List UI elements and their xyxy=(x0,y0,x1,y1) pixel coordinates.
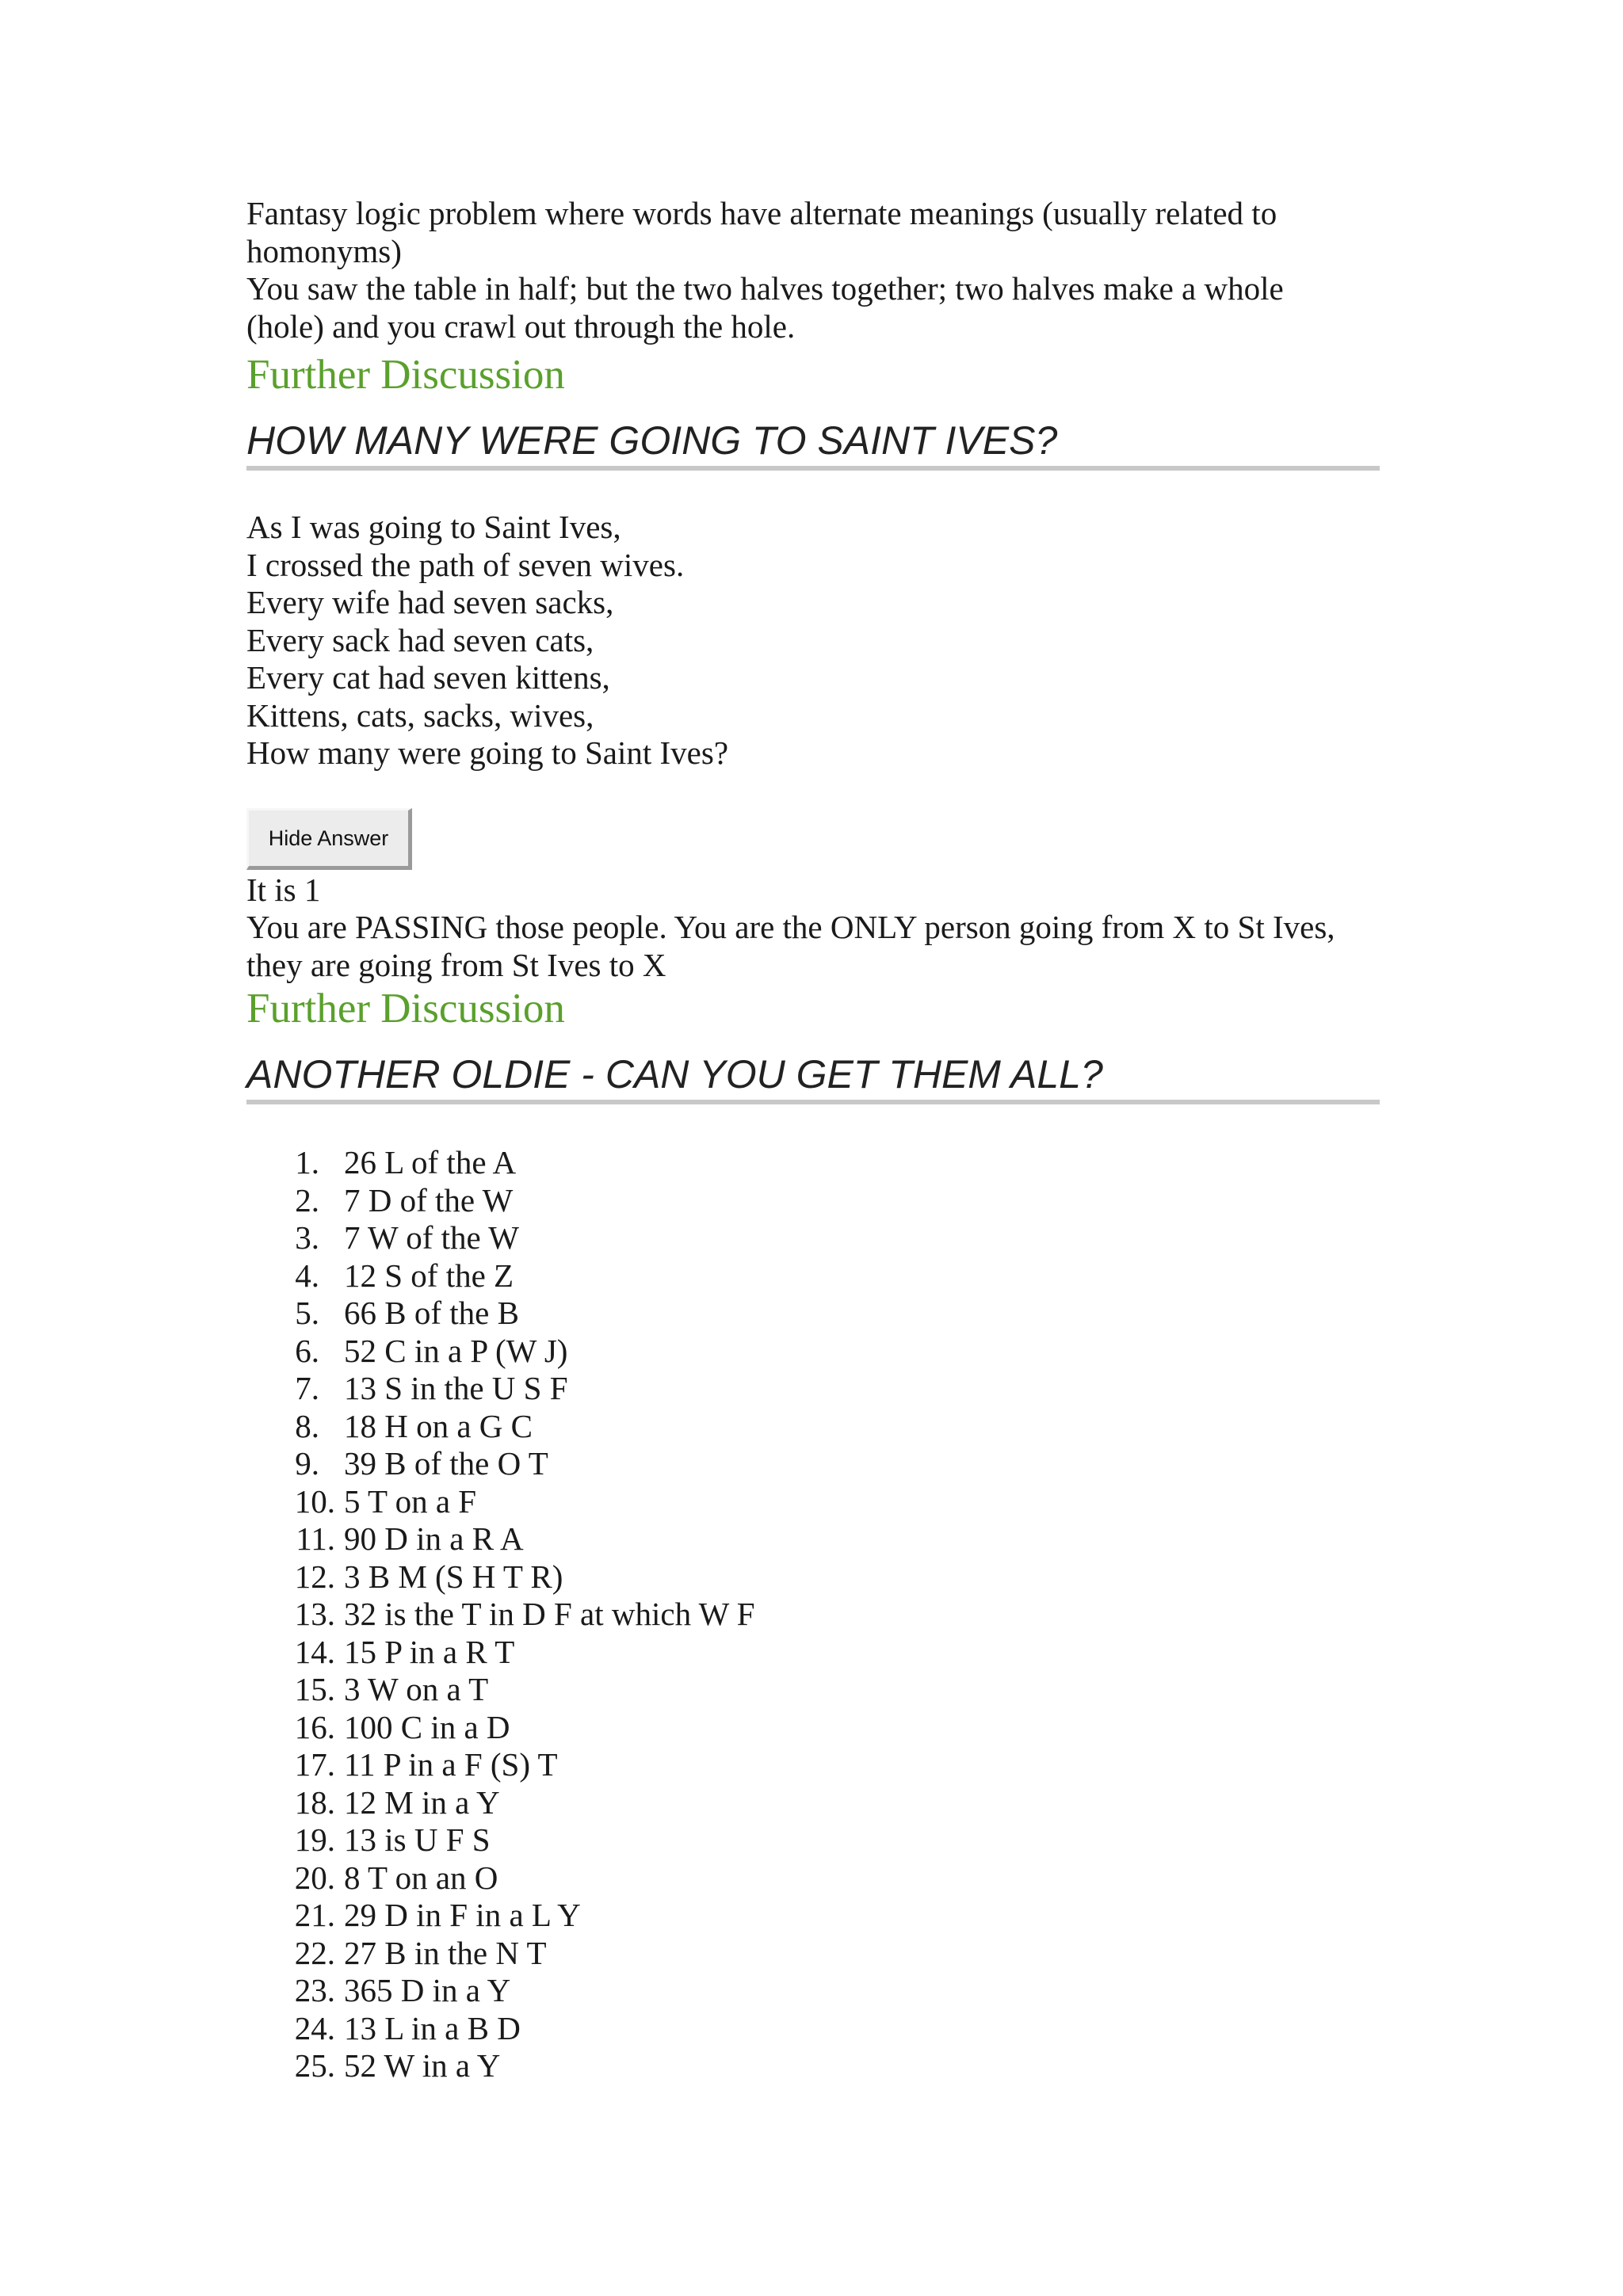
text-line: Fantasy logic problem where words have alternate meanings (usually related to xyxy=(246,195,1277,231)
list-item-text: 52 W in a Y xyxy=(344,2047,501,2084)
list-item-text: 7 D of the W xyxy=(344,1181,514,1219)
list-item-number: 14. xyxy=(294,1633,335,1670)
list-item xyxy=(246,1859,1380,1897)
list-item-number: 2. xyxy=(295,1181,319,1219)
poem-line: Kittens, cats, sacks, wives, xyxy=(246,696,594,734)
list-item xyxy=(246,1333,1380,1371)
saint-ives-answer xyxy=(246,871,1380,985)
list-item-number: 18. xyxy=(294,1783,335,1821)
section-heading-another-oldie: ANOTHER OLDIE - CAN YOU GET THEM ALL? xyxy=(246,1052,1380,1104)
list-item-number: 16. xyxy=(294,1708,335,1745)
poem-line: Every sack had seven cats, xyxy=(246,621,594,658)
text-line: You saw the table in half; but the two halves together; two halves make a whole xyxy=(246,270,1284,307)
intro-answer-paragraph xyxy=(246,195,1380,345)
list-item xyxy=(246,1219,1380,1257)
list-item-text: 12 M in a Y xyxy=(344,1783,500,1821)
poem-line: How many were going to Saint Ives? xyxy=(246,734,729,771)
list-item-number: 7. xyxy=(295,1370,319,1406)
list-item xyxy=(246,1746,1380,1784)
list-item-text: 3 B M (S H T R) xyxy=(344,1558,563,1595)
hide-answer-button[interactable]: Hide Answer xyxy=(246,808,412,870)
list-item xyxy=(246,1558,1380,1596)
list-item-text: 13 L in a B D xyxy=(344,2009,521,2046)
text-line: (hole) and you crawl out through the hole. xyxy=(246,307,796,345)
further-discussion-link[interactable]: Further Discussion xyxy=(246,986,565,1032)
list-item-number: 11. xyxy=(296,1520,335,1557)
list-item-number: 17. xyxy=(294,1746,335,1783)
page-content xyxy=(246,195,1380,2085)
list-item-text: 52 C in a P (W J) xyxy=(344,1332,568,1369)
list-item xyxy=(246,1445,1380,1483)
list-item-text: 32 is the T in D F at which W F xyxy=(344,1596,755,1632)
list-item-number: 19. xyxy=(294,1821,335,1858)
list-item xyxy=(246,1671,1380,1709)
list-item-number: 1. xyxy=(295,1144,319,1180)
answer-line: It is 1 xyxy=(246,871,321,908)
list-item xyxy=(246,1709,1380,1747)
list-item-text: 11 P in a F (S) T xyxy=(344,1746,558,1783)
poem-line: I crossed the path of seven wives. xyxy=(246,546,685,583)
list-item xyxy=(246,1370,1380,1408)
poem-line: Every cat had seven kittens, xyxy=(246,659,610,696)
list-item-number: 20. xyxy=(294,1859,335,1896)
list-item xyxy=(246,1520,1380,1558)
list-item-text: 12 S of the Z xyxy=(344,1257,514,1294)
list-item-text: 3 W on a T xyxy=(344,1671,489,1707)
list-item-number: 3. xyxy=(295,1219,319,1256)
list-item xyxy=(246,1935,1380,1973)
section-heading-saint-ives: HOW MANY WERE GOING TO SAINT IVES? xyxy=(246,418,1380,471)
list-item-number: 15. xyxy=(294,1671,335,1707)
list-item-text: 365 D in a Y xyxy=(344,1972,511,2008)
list-item-text: 8 T on an O xyxy=(344,1859,498,1896)
further-discussion-link[interactable]: Further Discussion xyxy=(246,352,565,398)
list-item xyxy=(246,1596,1380,1634)
list-item xyxy=(246,1821,1380,1859)
list-item xyxy=(246,1634,1380,1672)
list-item-text: 26 L of the A xyxy=(344,1144,517,1180)
list-item-number: 6. xyxy=(295,1332,319,1369)
list-item-text: 13 is U F S xyxy=(344,1821,491,1858)
list-item xyxy=(246,2010,1380,2048)
list-item xyxy=(246,1897,1380,1935)
answer-line: You are PASSING those people. You are the ONLY person going from X to St Ives, xyxy=(246,909,1335,945)
text-line: homonyms) xyxy=(246,232,402,269)
list-item-number: 10. xyxy=(294,1482,335,1520)
list-item-text: 29 D in F in a L Y xyxy=(344,1897,581,1933)
list-item xyxy=(246,1972,1380,2010)
list-item-number: 8. xyxy=(295,1407,319,1444)
list-item-number: 5. xyxy=(295,1295,319,1331)
list-item-text: 100 C in a D xyxy=(344,1708,510,1745)
list-item-number: 23. xyxy=(294,1972,335,2008)
list-item xyxy=(246,1295,1380,1333)
list-item-number: 9. xyxy=(295,1445,319,1482)
poem-line: Every wife had seven sacks, xyxy=(246,584,614,620)
list-item-number: 13. xyxy=(294,1596,335,1632)
list-item-text: 39 B of the O T xyxy=(344,1445,548,1482)
list-item xyxy=(246,1784,1380,1822)
list-item xyxy=(246,1483,1380,1521)
abbreviation-puzzle-list xyxy=(246,1144,1380,2085)
list-item-number: 21. xyxy=(294,1897,335,1933)
list-item-text: 27 B in the N T xyxy=(344,1934,547,1971)
list-item-number: 12. xyxy=(294,1558,335,1595)
list-item-number: 25. xyxy=(294,2047,335,2084)
list-item xyxy=(246,1182,1380,1220)
list-item-text: 15 P in a R T xyxy=(344,1633,515,1670)
list-item xyxy=(246,1144,1380,1182)
list-item-text: 66 B of the B xyxy=(344,1295,519,1331)
list-item-text: 7 W of the W xyxy=(344,1219,519,1256)
list-item-number: 22. xyxy=(294,1934,335,1971)
saint-ives-poem xyxy=(246,509,1380,772)
list-item-text: 18 H on a G C xyxy=(344,1407,533,1444)
answer-line: they are going from St Ives to X xyxy=(246,946,666,983)
list-item xyxy=(246,1257,1380,1295)
list-item-text: 13 S in the U S F xyxy=(344,1370,568,1406)
list-item xyxy=(246,1408,1380,1446)
list-item-number: 24. xyxy=(294,2009,335,2046)
list-item-number: 4. xyxy=(295,1257,319,1294)
list-item xyxy=(246,2047,1380,2085)
list-item-text: 5 T on a F xyxy=(344,1482,477,1520)
poem-line: As I was going to Saint Ives, xyxy=(246,509,621,545)
list-item-text: 90 D in a R A xyxy=(344,1520,524,1557)
